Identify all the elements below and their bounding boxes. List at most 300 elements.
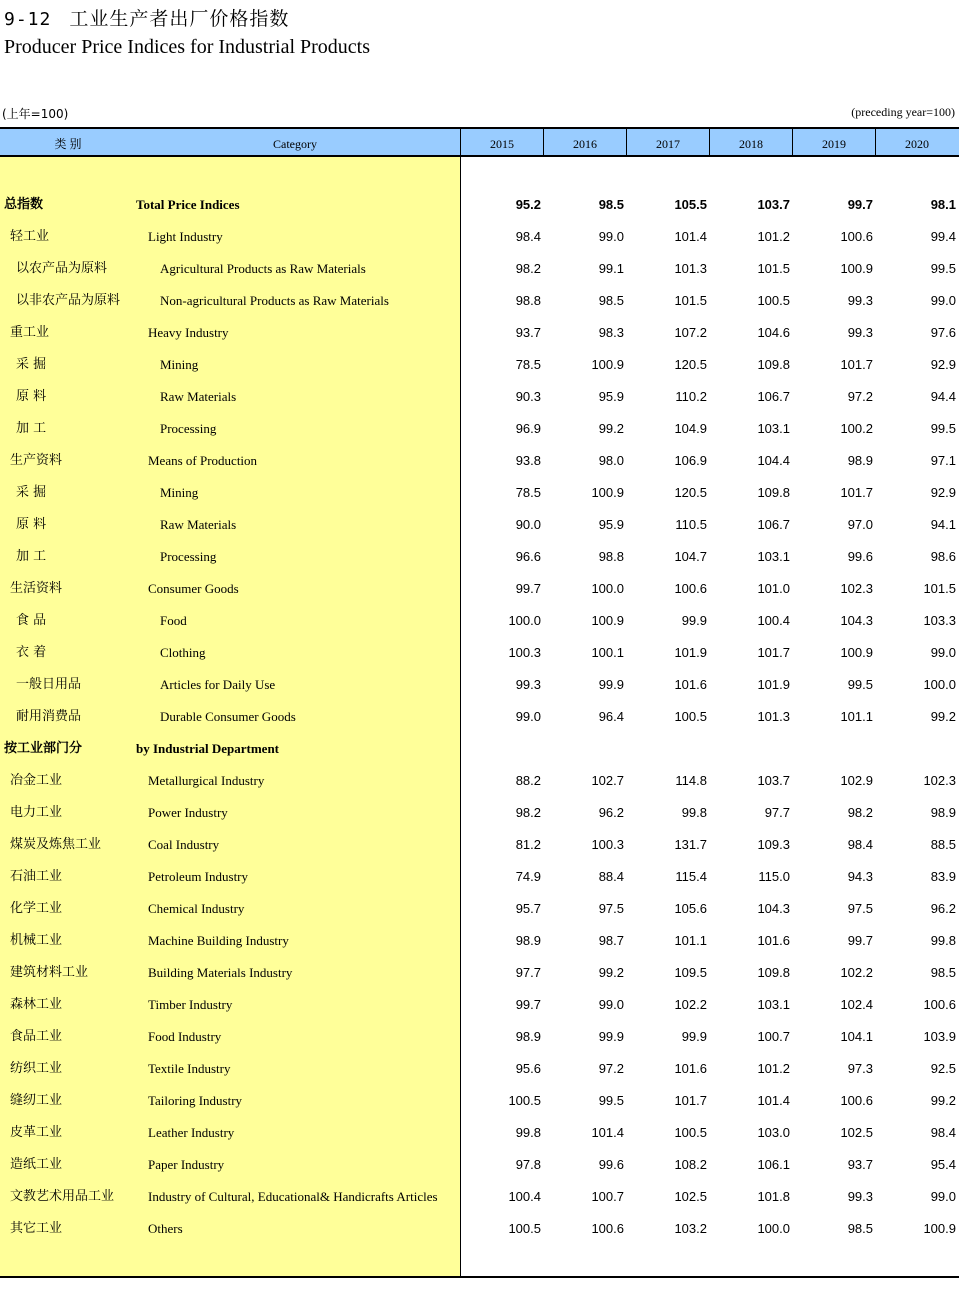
value-cell: 90.3 [515,389,541,404]
value-cell: 103.1 [757,997,790,1012]
category-cn: 电力工业 [10,805,63,820]
category-cn: 总指数 [4,197,44,212]
value-cell: 103.7 [757,773,790,788]
value-cell: 101.3 [757,709,790,724]
value-cell: 97.6 [930,325,956,340]
category-cn: 按工业部门分 [4,741,83,756]
value-cell: 102.5 [840,1125,873,1140]
table-row [0,1149,959,1181]
category-cn: 冶金工业 [10,773,63,788]
category-en: Power Industry [148,805,228,820]
category-en: Leather Industry [148,1125,235,1140]
value-cell: 99.9 [681,1029,707,1044]
value-cell: 100.1 [591,645,624,660]
value-cell: 100.9 [840,261,873,276]
category-cn: 建筑材料工业 [10,965,89,980]
category-en: Processing [160,549,217,564]
value-cell: 106.1 [757,1157,790,1172]
category-cn: 加 工 [16,549,47,564]
category-en: Industry of Cultural, Educational& Handicrafts Articles [148,1189,438,1204]
value-cell: 97.2 [847,389,873,404]
value-cell: 101.4 [674,229,707,244]
category-cn: 重工业 [10,325,50,340]
value-cell: 104.7 [674,549,707,564]
value-cell: 100.5 [674,709,707,724]
value-cell: 100.6 [674,581,707,596]
value-cell: 100.6 [840,1093,873,1108]
value-cell: 100.0 [923,677,956,692]
value-cell: 100.5 [508,1093,541,1108]
value-cell: 92.5 [930,1061,956,1076]
value-cell: 108.2 [674,1157,707,1172]
value-cell: 101.4 [757,1093,790,1108]
table-row [0,1021,959,1053]
table-row [0,1117,959,1149]
category-cn: 生产资料 [10,453,63,468]
header-year: 2015 [490,137,514,151]
value-cell: 95.7 [515,901,541,916]
value-cell: 104.3 [757,901,790,916]
category-en: Others [148,1221,183,1236]
value-cell: 101.8 [757,1189,790,1204]
table-row [0,189,959,221]
value-cell: 100.0 [591,581,624,596]
value-cell: 98.2 [515,805,541,820]
value-cell: 97.8 [515,1157,541,1172]
table-bottom-rule [0,1276,959,1278]
category-en: Raw Materials [160,389,237,404]
value-cell: 100.6 [840,229,873,244]
value-cell: 98.5 [598,197,624,212]
value-cell: 99.5 [847,677,873,692]
value-cell: 102.3 [840,581,873,596]
value-cell: 97.5 [847,901,873,916]
value-cell: 99.0 [930,645,956,660]
category-en: Coal Industry [148,837,220,852]
header-year: 2018 [739,137,763,151]
value-cell: 100.6 [923,997,956,1012]
unit-note-cn: (上年=100) [2,107,69,121]
value-cell: 101.0 [757,581,790,596]
page-title-cn [4,4,289,31]
header-category-cn: 类 别 [54,137,82,151]
value-cell: 101.6 [674,677,707,692]
table-row [0,605,959,637]
value-cell: 101.7 [674,1093,707,1108]
value-cell: 104.9 [674,421,707,436]
value-cell: 99.0 [598,997,624,1012]
value-cell: 105.6 [674,901,707,916]
value-cell: 95.9 [598,517,624,532]
table-row [0,381,959,413]
table-row [0,861,959,893]
category-en: Clothing [160,645,206,660]
header-year: 2019 [822,137,846,151]
value-cell: 98.4 [515,229,541,244]
category-en: Raw Materials [160,517,237,532]
category-cn: 造纸工业 [10,1157,63,1172]
price-index-table [0,127,959,1278]
value-cell: 101.4 [591,1125,624,1140]
category-cn: 食品工业 [10,1029,63,1044]
table-row [0,1053,959,1085]
value-cell: 105.5 [674,197,707,212]
value-cell: 101.7 [840,357,873,372]
value-cell: 115.4 [675,869,707,884]
value-cell: 99.3 [847,1189,873,1204]
value-cell: 94.1 [930,517,956,532]
table-row [0,829,959,861]
table-row [0,701,959,733]
value-cell: 97.2 [598,1061,624,1076]
category-cn: 纺织工业 [10,1061,63,1076]
value-cell: 106.9 [674,453,707,468]
category-en: Paper Industry [148,1157,225,1172]
value-cell: 100.5 [674,1125,707,1140]
category-en: Food Industry [148,1029,222,1044]
value-cell: 100.2 [840,421,873,436]
table-row [0,285,959,317]
value-cell: 101.9 [757,677,790,692]
category-en: Mining [160,485,199,500]
value-cell: 99.0 [515,709,541,724]
category-en: Mining [160,357,199,372]
value-cell: 99.5 [598,1093,624,1108]
category-en: by Industrial Department [136,741,280,756]
value-cell: 104.1 [840,1029,873,1044]
category-cn: 皮革工业 [10,1125,63,1140]
value-cell: 83.9 [930,869,956,884]
category-cn: 原 料 [16,389,47,404]
category-en: Petroleum Industry [148,869,249,884]
value-cell: 99.8 [515,1125,541,1140]
value-cell: 99.2 [598,421,624,436]
table-row [0,1213,959,1245]
value-cell: 102.2 [840,965,873,980]
table-row [0,1181,959,1213]
category-en: Textile Industry [148,1061,231,1076]
value-cell: 98.3 [598,325,624,340]
value-cell: 99.0 [598,229,624,244]
column-divider [460,127,461,1278]
value-cell: 103.9 [923,1029,956,1044]
value-cell: 99.9 [598,1029,624,1044]
category-en: Processing [160,421,217,436]
category-cn: 采 掘 [16,357,47,372]
value-cell: 100.9 [591,485,624,500]
value-cell: 99.0 [930,1189,956,1204]
value-cell: 100.5 [757,293,790,308]
category-cn: 文教艺术用品工业 [10,1189,115,1204]
category-cn: 耐用消费品 [16,709,82,724]
value-cell: 100.7 [591,1189,624,1204]
value-cell: 94.4 [930,389,956,404]
value-cell: 110.5 [675,517,707,532]
table-row [0,541,959,573]
table-row [0,765,959,797]
value-cell: 98.2 [515,261,541,276]
value-cell: 100.6 [591,1221,624,1236]
value-cell: 98.5 [847,1221,873,1236]
value-cell: 78.5 [515,485,541,500]
category-cn: 采 掘 [16,485,47,500]
header-year: 2017 [656,137,680,151]
value-cell: 92.9 [930,485,956,500]
value-cell: 102.3 [923,773,956,788]
value-cell: 101.7 [757,645,790,660]
value-cell: 99.2 [930,709,956,724]
category-cn: 以非农产品为原料 [16,293,121,308]
table-row [0,957,959,989]
value-cell: 94.3 [847,869,873,884]
value-cell: 109.8 [757,965,790,980]
table-row [0,637,959,669]
value-cell: 101.2 [757,229,790,244]
value-cell: 99.6 [598,1157,624,1172]
value-cell: 100.9 [591,357,624,372]
value-cell: 99.0 [930,293,956,308]
value-cell: 98.9 [515,933,541,948]
value-cell: 95.9 [598,389,624,404]
value-cell: 109.8 [757,485,790,500]
category-en: Machine Building Industry [148,933,289,948]
value-cell: 101.5 [674,293,707,308]
value-cell: 103.7 [757,197,790,212]
value-cell: 97.7 [515,965,541,980]
value-cell: 99.7 [847,933,873,948]
value-cell: 115.0 [758,869,790,884]
category-en: Light Industry [148,229,223,244]
value-cell: 98.5 [930,965,956,980]
category-cn: 森林工业 [10,997,63,1012]
value-cell: 99.3 [515,677,541,692]
category-cn: 其它工业 [10,1221,63,1236]
value-cell: 99.5 [930,421,956,436]
value-cell: 96.2 [598,805,624,820]
category-en: Means of Production [148,453,258,468]
value-cell: 98.5 [598,293,624,308]
value-cell: 102.9 [840,773,873,788]
value-cell: 97.0 [847,517,873,532]
value-cell: 99.7 [515,997,541,1012]
value-cell: 88.4 [598,869,624,884]
value-cell: 101.7 [840,485,873,500]
category-en: Heavy Industry [148,325,229,340]
value-cell: 99.5 [930,261,956,276]
category-cn: 以农产品为原料 [16,261,108,276]
table-row [0,317,959,349]
value-cell: 96.2 [930,901,956,916]
table-row [0,925,959,957]
value-cell: 101.1 [840,709,873,724]
category-cn: 石油工业 [10,869,63,884]
value-cell: 96.9 [515,421,541,436]
value-cell: 103.1 [757,421,790,436]
category-en: Building Materials Industry [148,965,293,980]
value-cell: 78.5 [515,357,541,372]
value-cell: 103.2 [674,1221,707,1236]
value-cell: 98.6 [930,549,956,564]
category-cn: 原 料 [16,517,47,532]
header-category-en: Category [273,137,317,151]
value-cell: 102.7 [591,773,624,788]
value-cell: 101.5 [923,581,956,596]
value-cell: 101.5 [757,261,790,276]
value-cell: 100.4 [757,613,790,628]
table-row [0,445,959,477]
value-cell: 97.5 [598,901,624,916]
value-cell: 99.2 [598,965,624,980]
value-cell: 104.6 [757,325,790,340]
value-cell: 101.6 [674,1061,707,1076]
category-cn: 生活资料 [10,581,63,596]
value-cell: 101.9 [674,645,707,660]
category-en: Timber Industry [148,997,233,1012]
value-cell: 103.0 [757,1125,790,1140]
header-year: 2020 [905,137,929,151]
value-cell: 99.7 [515,581,541,596]
table-row [0,669,959,701]
table-row [0,893,959,925]
value-cell: 88.2 [515,773,541,788]
value-cell: 110.2 [675,389,707,404]
value-cell: 100.3 [508,645,541,660]
value-cell: 120.5 [674,357,707,372]
category-en: Non-agricultural Products as Raw Materials [160,293,389,308]
value-cell: 98.2 [847,805,873,820]
value-cell: 95.2 [515,197,541,212]
value-cell: 106.7 [757,517,790,532]
value-cell: 99.4 [930,229,956,244]
value-cell: 102.2 [674,997,707,1012]
value-cell: 98.9 [930,805,956,820]
value-cell: 100.0 [757,1221,790,1236]
value-cell: 101.1 [674,933,707,948]
value-cell: 102.4 [840,997,873,1012]
unit-note-en: (preceding year=100) [851,105,955,119]
value-cell: 98.9 [847,453,873,468]
value-cell: 99.8 [930,933,956,948]
value-cell: 81.2 [515,837,541,852]
value-cell: 98.4 [930,1125,956,1140]
value-cell: 107.2 [674,325,707,340]
table-row [0,413,959,445]
value-cell: 88.5 [930,837,956,852]
value-cell: 99.9 [681,613,707,628]
value-cell: 93.8 [515,453,541,468]
category-en: Agricultural Products as Raw Materials [160,261,366,276]
category-cn: 加 工 [16,421,47,436]
value-cell: 95.4 [930,1157,956,1172]
value-cell: 100.4 [508,1189,541,1204]
value-cell: 97.1 [930,453,956,468]
value-cell: 100.7 [757,1029,790,1044]
category-cn: 一般日用品 [16,677,82,692]
value-cell: 99.3 [847,325,873,340]
category-en: Consumer Goods [148,581,239,596]
category-en: Metallurgical Industry [148,773,265,788]
value-cell: 104.3 [840,613,873,628]
table-row [0,733,959,765]
category-en: Durable Consumer Goods [160,709,296,724]
value-cell: 104.4 [757,453,790,468]
value-cell: 98.7 [598,933,624,948]
value-cell: 100.5 [508,1221,541,1236]
value-cell: 99.6 [847,549,873,564]
category-cn: 机械工业 [10,933,63,948]
value-cell: 99.2 [930,1093,956,1108]
value-cell: 98.4 [847,837,873,852]
value-cell: 96.4 [598,709,624,724]
category-cn: 煤炭及炼焦工业 [10,837,102,852]
value-cell: 93.7 [515,325,541,340]
value-cell: 99.1 [598,261,624,276]
category-en: Food [160,613,187,628]
value-cell: 100.0 [508,613,541,628]
value-cell: 99.8 [681,805,707,820]
table-header [0,127,959,157]
value-cell: 131.7 [674,837,707,852]
value-cell: 92.9 [930,357,956,372]
value-cell: 97.3 [847,1061,873,1076]
category-cn: 轻工业 [10,229,50,244]
value-cell: 103.1 [757,549,790,564]
table-number: 9-12 [4,9,52,30]
table-row [0,253,959,285]
table-row [0,797,959,829]
value-cell: 109.8 [757,357,790,372]
value-cell: 98.8 [598,549,624,564]
value-cell: 99.3 [847,293,873,308]
value-cell: 98.0 [598,453,624,468]
category-cn: 食 品 [16,613,47,628]
table-row [0,477,959,509]
value-cell: 106.7 [757,389,790,404]
value-cell: 74.9 [515,869,541,884]
value-cell: 101.6 [757,933,790,948]
category-en: Chemical Industry [148,901,245,916]
value-cell: 120.5 [674,485,707,500]
category-cn: 衣 着 [16,645,47,660]
header-year: 2016 [573,137,597,151]
value-cell: 98.9 [515,1029,541,1044]
value-cell: 109.5 [674,965,707,980]
value-cell: 100.9 [591,613,624,628]
value-cell: 103.3 [923,613,956,628]
value-cell: 102.5 [674,1189,707,1204]
value-cell: 97.7 [764,805,790,820]
table-row [0,989,959,1021]
value-cell: 100.9 [923,1221,956,1236]
table-row [0,509,959,541]
table-row [0,349,959,381]
table-row [0,573,959,605]
table-row [0,221,959,253]
category-en: Total Price Indices [136,197,240,212]
table-row [0,1085,959,1117]
value-cell: 101.2 [757,1061,790,1076]
value-cell: 99.7 [847,197,873,212]
value-cell: 99.9 [598,677,624,692]
value-cell: 98.8 [515,293,541,308]
value-cell: 95.6 [515,1061,541,1076]
value-cell: 109.3 [757,837,790,852]
value-cell: 90.0 [515,517,541,532]
title-cn-text: 工业生产者出厂价格指数 [69,8,290,30]
category-en: Tailoring Industry [148,1093,243,1108]
value-cell: 98.1 [930,197,956,212]
category-cn: 缝纫工业 [10,1093,63,1108]
